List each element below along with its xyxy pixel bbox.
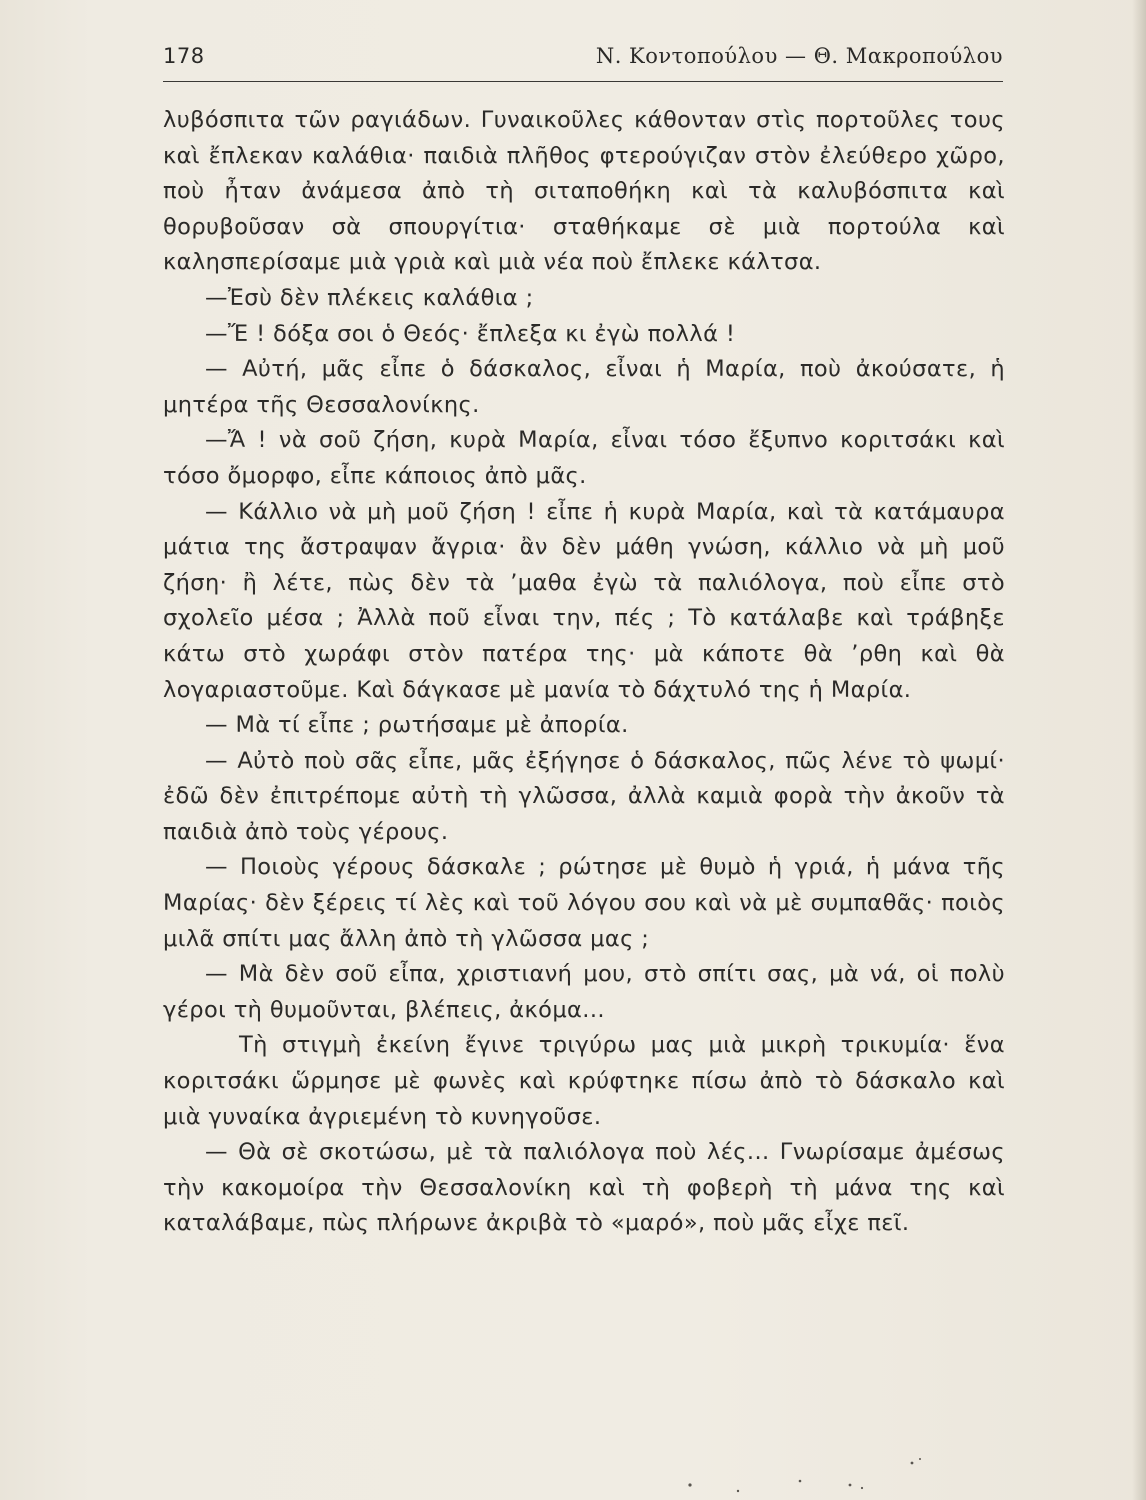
running-head: Ν. Κοντοπούλου — Θ. Μακροπούλου: [595, 44, 1003, 68]
paragraph: — Θὰ σὲ σκοτώσω, μὲ τὰ παλιόλογα ποὺ λές... Γνωρίσαμε ἀμέσως τὴν κακομοίρα τὴν Θεσσαλονίκη καὶ τὴ φοβερὴ τὴ μάνα της καὶ καταλάβαμε, πὼς πλήρωνε ἀκριβὰ τὸ «μαρό», ποὺ μᾶς εἶχε πεῖ.: [163, 1139, 1005, 1237]
page-number: 178: [163, 44, 205, 68]
header-rule: [163, 81, 1003, 82]
paragraph: —Ἄ ! νὰ σοῦ ζήση, κυρὰ Μαρία, εἶναι τόσο ἔξυπνο κοριτσάκι καὶ τόσο ὄμορφο, εἶπε κάποιος ἀπὸ μᾶς.: [163, 427, 1005, 489]
body-text: [163, 103, 1005, 1242]
paper-specks: [680, 1455, 940, 1495]
paragraph: Τὴ στιγμὴ ἐκείνη ἔγινε τριγύρω μας μιὰ μικρὴ τρικυμία· ἕνα κοριτσάκι ὥρμησε μὲ φωνὲς καὶ κρύφτηκε πίσω ἀπὸ τὸ δάσκαλο καὶ μιὰ γυναίκα ἀγριεμένη τὸ κυνηγοῦσε.: [163, 1032, 1005, 1130]
paragraph: — Μὰ τί εἶπε ; ρωτήσαμε μὲ ἀπορία.: [205, 712, 629, 739]
paragraph: —Ἐσὺ δὲν πλέκεις καλάθια ;: [205, 284, 534, 311]
paragraph: — Κάλλιο νὰ μὴ μοῦ ζήση ! εἶπε ἡ κυρὰ Μαρία, καὶ τὰ κατάμαυρα μάτια της ἄστραψαν ἄγρια· ἂν δὲν μάθη γνώση, κάλλιο νὰ μὴ μοῦ ζήση· ἢ λέτε, πὼς δὲν τὰ ’μαθα ἐγὼ τὰ παλιόλογα, ποὺ εἶπε στὸ σχολεῖο μέσα ; Ἀλλὰ ποῦ εἶναι την, πές ; Τὸ κατάλαβε καὶ τράβηξε κάτω στὸ χωράφι στὸν πατέρα της· μὰ κάποτε θὰ ’ρθη καὶ θὰ λογαριαστοῦμε. Καὶ δάγκασε μὲ μανία τὸ δάχτυλό της ἡ Μαρία.: [163, 498, 1005, 703]
page-edge-shadow: [1132, 0, 1146, 1500]
paragraph: — Μὰ δὲν σοῦ εἶπα, χριστιανή μου, στὸ σπίτι σας, μὰ νά, οἱ πολὺ γέροι τὴ θυμοῦνται, βλέπεις, ἀκόμα...: [163, 961, 1005, 1023]
page-header: [163, 44, 1003, 78]
paragraph: — Αὐτή, μᾶς εἶπε ὁ δάσκαλος, εἶναι ἡ Μαρία, ποὺ ἀκούσατε, ἡ μητέρα τῆς Θεσσαλονίκης.: [163, 356, 1005, 418]
paragraph: — Αὐτὸ ποὺ σᾶς εἶπε, μᾶς ἐξήγησε ὁ δάσκαλος, πῶς λένε τὸ ψωμί· ἐδῶ δὲν ἐπιτρέπομε αὐτὴ τὴ γλῶσσα, ἀλλὰ καμιὰ φορὰ τὴν ἀκοῦν τὰ παιδιὰ ἀπὸ τοὺς γέρους.: [163, 747, 1005, 845]
paragraph: — Ποιοὺς γέρους δάσκαλε ; ρώτησε μὲ θυμὸ ἡ γριά, ἡ μάνα τῆς Μαρίας· δὲν ξέρεις τί λὲς καὶ τοῦ λόγου σου καὶ νὰ μὲ συμπαθᾶς· ποιὸς μιλᾶ σπίτι μας ἄλλη ἀπὸ τὴ γλῶσσα μας ;: [163, 854, 1005, 952]
paragraph: —Ἔ ! δόξα σοι ὁ Θεός· ἔπλεξα κι ἐγὼ πολλά !: [205, 320, 736, 347]
paragraph: λυβόσπιτα τῶν ραγιάδων. Γυναικοῦλες κάθονταν στὶς πορτοῦλες τους καὶ ἔπλεκαν καλάθια· παιδιὰ πλῆθος φτερούγιζαν στὸν ἐλεύθερο χῶρο, ποὺ ἦταν ἀνάμεσα ἀπὸ τὴ σιταποθήκη καὶ τὰ καλυβόσπιτα καὶ θορυβοῦσαν σὰ σπουργίτια· σταθήκαμε σὲ μιὰ πορτούλα καὶ καλησπερίσαμε μιὰ γριὰ καὶ μιὰ νέα ποὺ ἔπλεκε κάλτσα.: [163, 107, 1005, 276]
